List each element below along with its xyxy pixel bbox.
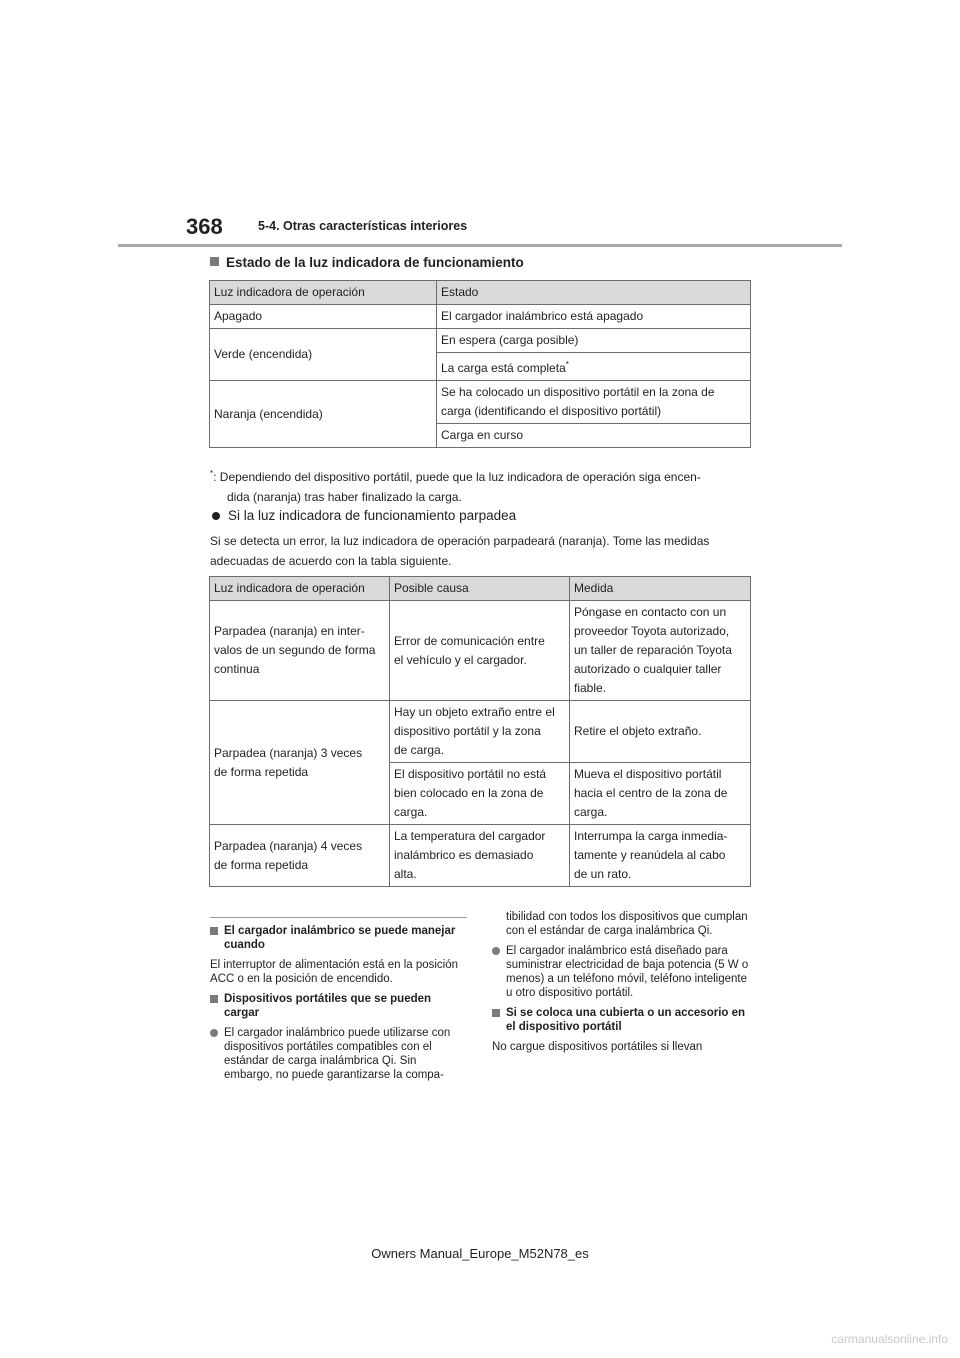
cell-line: valos de un segundo de forma: [214, 643, 376, 657]
square-bullet-icon: [210, 995, 218, 1003]
cell-line: Parpadea (naranja) en inter-: [214, 624, 365, 638]
blink-table: [209, 576, 751, 887]
table-row: [210, 305, 751, 329]
cell-line: Error de comunicación entre: [394, 633, 545, 648]
status-section-heading: [210, 255, 524, 270]
cell-line: de forma repetida: [214, 764, 309, 779]
bullet-dot-icon: [210, 1029, 218, 1037]
footnote-mark: *: [565, 360, 569, 369]
cell-line: Mueva el dispositivo portátil: [574, 767, 722, 781]
table-row: [210, 381, 751, 424]
notes-divider: [210, 917, 467, 918]
cell-line: alta.: [394, 867, 417, 881]
cell-line: Póngase en contacto con un: [574, 605, 727, 619]
cell-line: continua: [214, 662, 260, 676]
bullet-dot-icon: [492, 947, 500, 955]
bullet-dot-icon: [212, 512, 220, 520]
note-paragraph: El interruptor de alimentación está en la posición ACC o en la posición de encendido.: [210, 959, 459, 985]
blink-section-heading: [212, 508, 516, 523]
cell-line: el vehículo y el cargador.: [394, 652, 527, 667]
footnote-line: dida (naranja) tras haber finalizado la carga.: [227, 490, 462, 504]
table-row: [210, 825, 751, 887]
note-paragraph: tibilidad con todos los dispositivos que cumplan con el estándar de carga inalámbrica Qi.: [506, 911, 748, 937]
paragraph-line: adecuadas de acuerdo con la tabla siguiente.: [210, 554, 452, 568]
table-cell: Carga en curso: [437, 424, 751, 448]
column-header: Estado: [437, 281, 751, 305]
table-cell: [570, 763, 751, 825]
table-cell: En espera (carga posible): [437, 329, 751, 353]
column-header: Luz indicadora de operación: [210, 577, 390, 601]
table-cell: [570, 701, 751, 763]
table-row: [210, 601, 751, 701]
note-paragraph: No cargue dispositivos portátiles si llevan: [492, 1041, 703, 1053]
page-footer: Owners Manual_Europe_M52N78_es: [371, 1246, 589, 1261]
table-cell: Apagado: [210, 305, 437, 329]
table-cell: [570, 601, 751, 701]
table-cell: [437, 353, 751, 381]
table-footnote: [210, 464, 755, 507]
header-divider: [118, 244, 842, 247]
cell-line: inalámbrico es demasiado: [394, 848, 534, 862]
note-heading: [210, 992, 468, 1020]
cell-line: tamente y reanúdela al cabo: [574, 848, 726, 862]
cell-line: autorizado o cualquier taller: [574, 662, 722, 676]
blink-section-title: Si la luz indicadora de funcionamiento parpadea: [228, 508, 517, 523]
note-bullet: [492, 944, 754, 1000]
status-table: [209, 280, 751, 448]
cell-line: dispositivo portátil y la zona: [394, 724, 541, 738]
status-section-title: Estado de la luz indicadora de funcionamiento: [226, 255, 524, 270]
page-number: 368: [186, 214, 223, 239]
watermark: carmanualsonline.info: [831, 1332, 948, 1346]
cell-text: La carga está completa: [441, 361, 566, 375]
cell-line: hacia el centro de la zona de: [574, 786, 728, 800]
cell-line: fiable.: [574, 681, 607, 695]
note-heading-text: Si se coloca una cubierta o un accesorio en el dispositivo portátil: [506, 1007, 746, 1033]
table-cell: [210, 825, 390, 887]
table-cell: [390, 763, 570, 825]
table-cell: [390, 825, 570, 887]
cell-line: Retire el objeto extraño.: [574, 724, 702, 738]
section-title: 5-4. Otras características interiores: [258, 219, 468, 233]
cell-line: de carga.: [394, 743, 445, 757]
cell-line: Hay un objeto extraño entre el: [394, 705, 555, 719]
cell-line: Interrumpa la carga inmedia-: [574, 829, 728, 843]
note-bullet: [210, 1026, 468, 1082]
cell-line: de un rato.: [574, 867, 632, 881]
table-row: [210, 329, 751, 353]
cell-line: carga (identificando el dispositivo portátil): [441, 404, 662, 418]
table-header-row: [210, 281, 751, 305]
cell-line: Parpadea (naranja) 4 veces: [214, 838, 363, 853]
note-heading: [492, 1006, 754, 1034]
table-cell: Verde (encendida): [210, 329, 437, 381]
footnote-line: : Dependiendo del dispositivo portátil, puede que la luz indicadora de operación siga encen-: [213, 470, 701, 484]
note-bullet-text: El cargador inalámbrico está diseñado para suministrar electricidad de baja potencia (5 W o menos) a un teléfono móvil, teléfono inteligente u otro dispositivo portátil.: [506, 945, 749, 999]
column-header: Medida: [570, 577, 751, 601]
footnote-mark: *: [210, 469, 214, 478]
cell-line: proveedor Toyota autorizado,: [574, 624, 730, 638]
table-row: [210, 701, 751, 763]
square-bullet-icon: [492, 1009, 500, 1017]
cell-line: La temperatura del cargador: [394, 829, 546, 843]
note-bullet-text: El cargador inalámbrico puede utilizarse con dispositivos portátiles compatibles con el estándar de carga inalámbrica Qi. Sin embargo, no puede garantizarse la compa-: [224, 1027, 451, 1081]
table-cell: [390, 601, 570, 701]
table-cell: El cargador inalámbrico está apagado: [437, 305, 751, 329]
table-cell: [390, 701, 570, 763]
table-cell: [210, 601, 390, 701]
cell-line: un taller de reparación Toyota: [574, 643, 732, 657]
column-header: Posible causa: [390, 577, 570, 601]
cell-line: bien colocado en la zona de: [394, 786, 544, 800]
table-cell: Naranja (encendida): [210, 381, 437, 448]
cell-line: carga.: [574, 805, 608, 819]
cell-line: Parpadea (naranja) 3 veces: [214, 745, 363, 760]
cell-line: carga.: [394, 805, 428, 819]
notes-right-column: [492, 910, 754, 1060]
column-header: Luz indicadora de operación: [210, 281, 437, 305]
cell-line: de forma repetida: [214, 857, 309, 872]
cell-line: Se ha colocado un dispositivo portátil en la zona de: [441, 385, 715, 399]
table-cell: [210, 701, 390, 825]
square-bullet-icon: [210, 927, 218, 935]
square-bullet-icon: [210, 257, 219, 266]
notes-left-column: [210, 924, 468, 1088]
blink-paragraph: [210, 531, 755, 571]
paragraph-line: Si se detecta un error, la luz indicadora de operación parpadeará (naranja). Tome las medidas: [210, 534, 710, 548]
table-cell: [437, 381, 751, 424]
cell-line: El dispositivo portátil no está: [394, 767, 547, 781]
note-heading-text: Dispositivos portátiles que se pueden cargar: [224, 993, 432, 1019]
table-cell: [570, 825, 751, 887]
table-header-row: [210, 577, 751, 601]
note-heading: [210, 924, 468, 952]
note-heading-text: El cargador inalámbrico se puede manejar cuando: [224, 925, 456, 951]
